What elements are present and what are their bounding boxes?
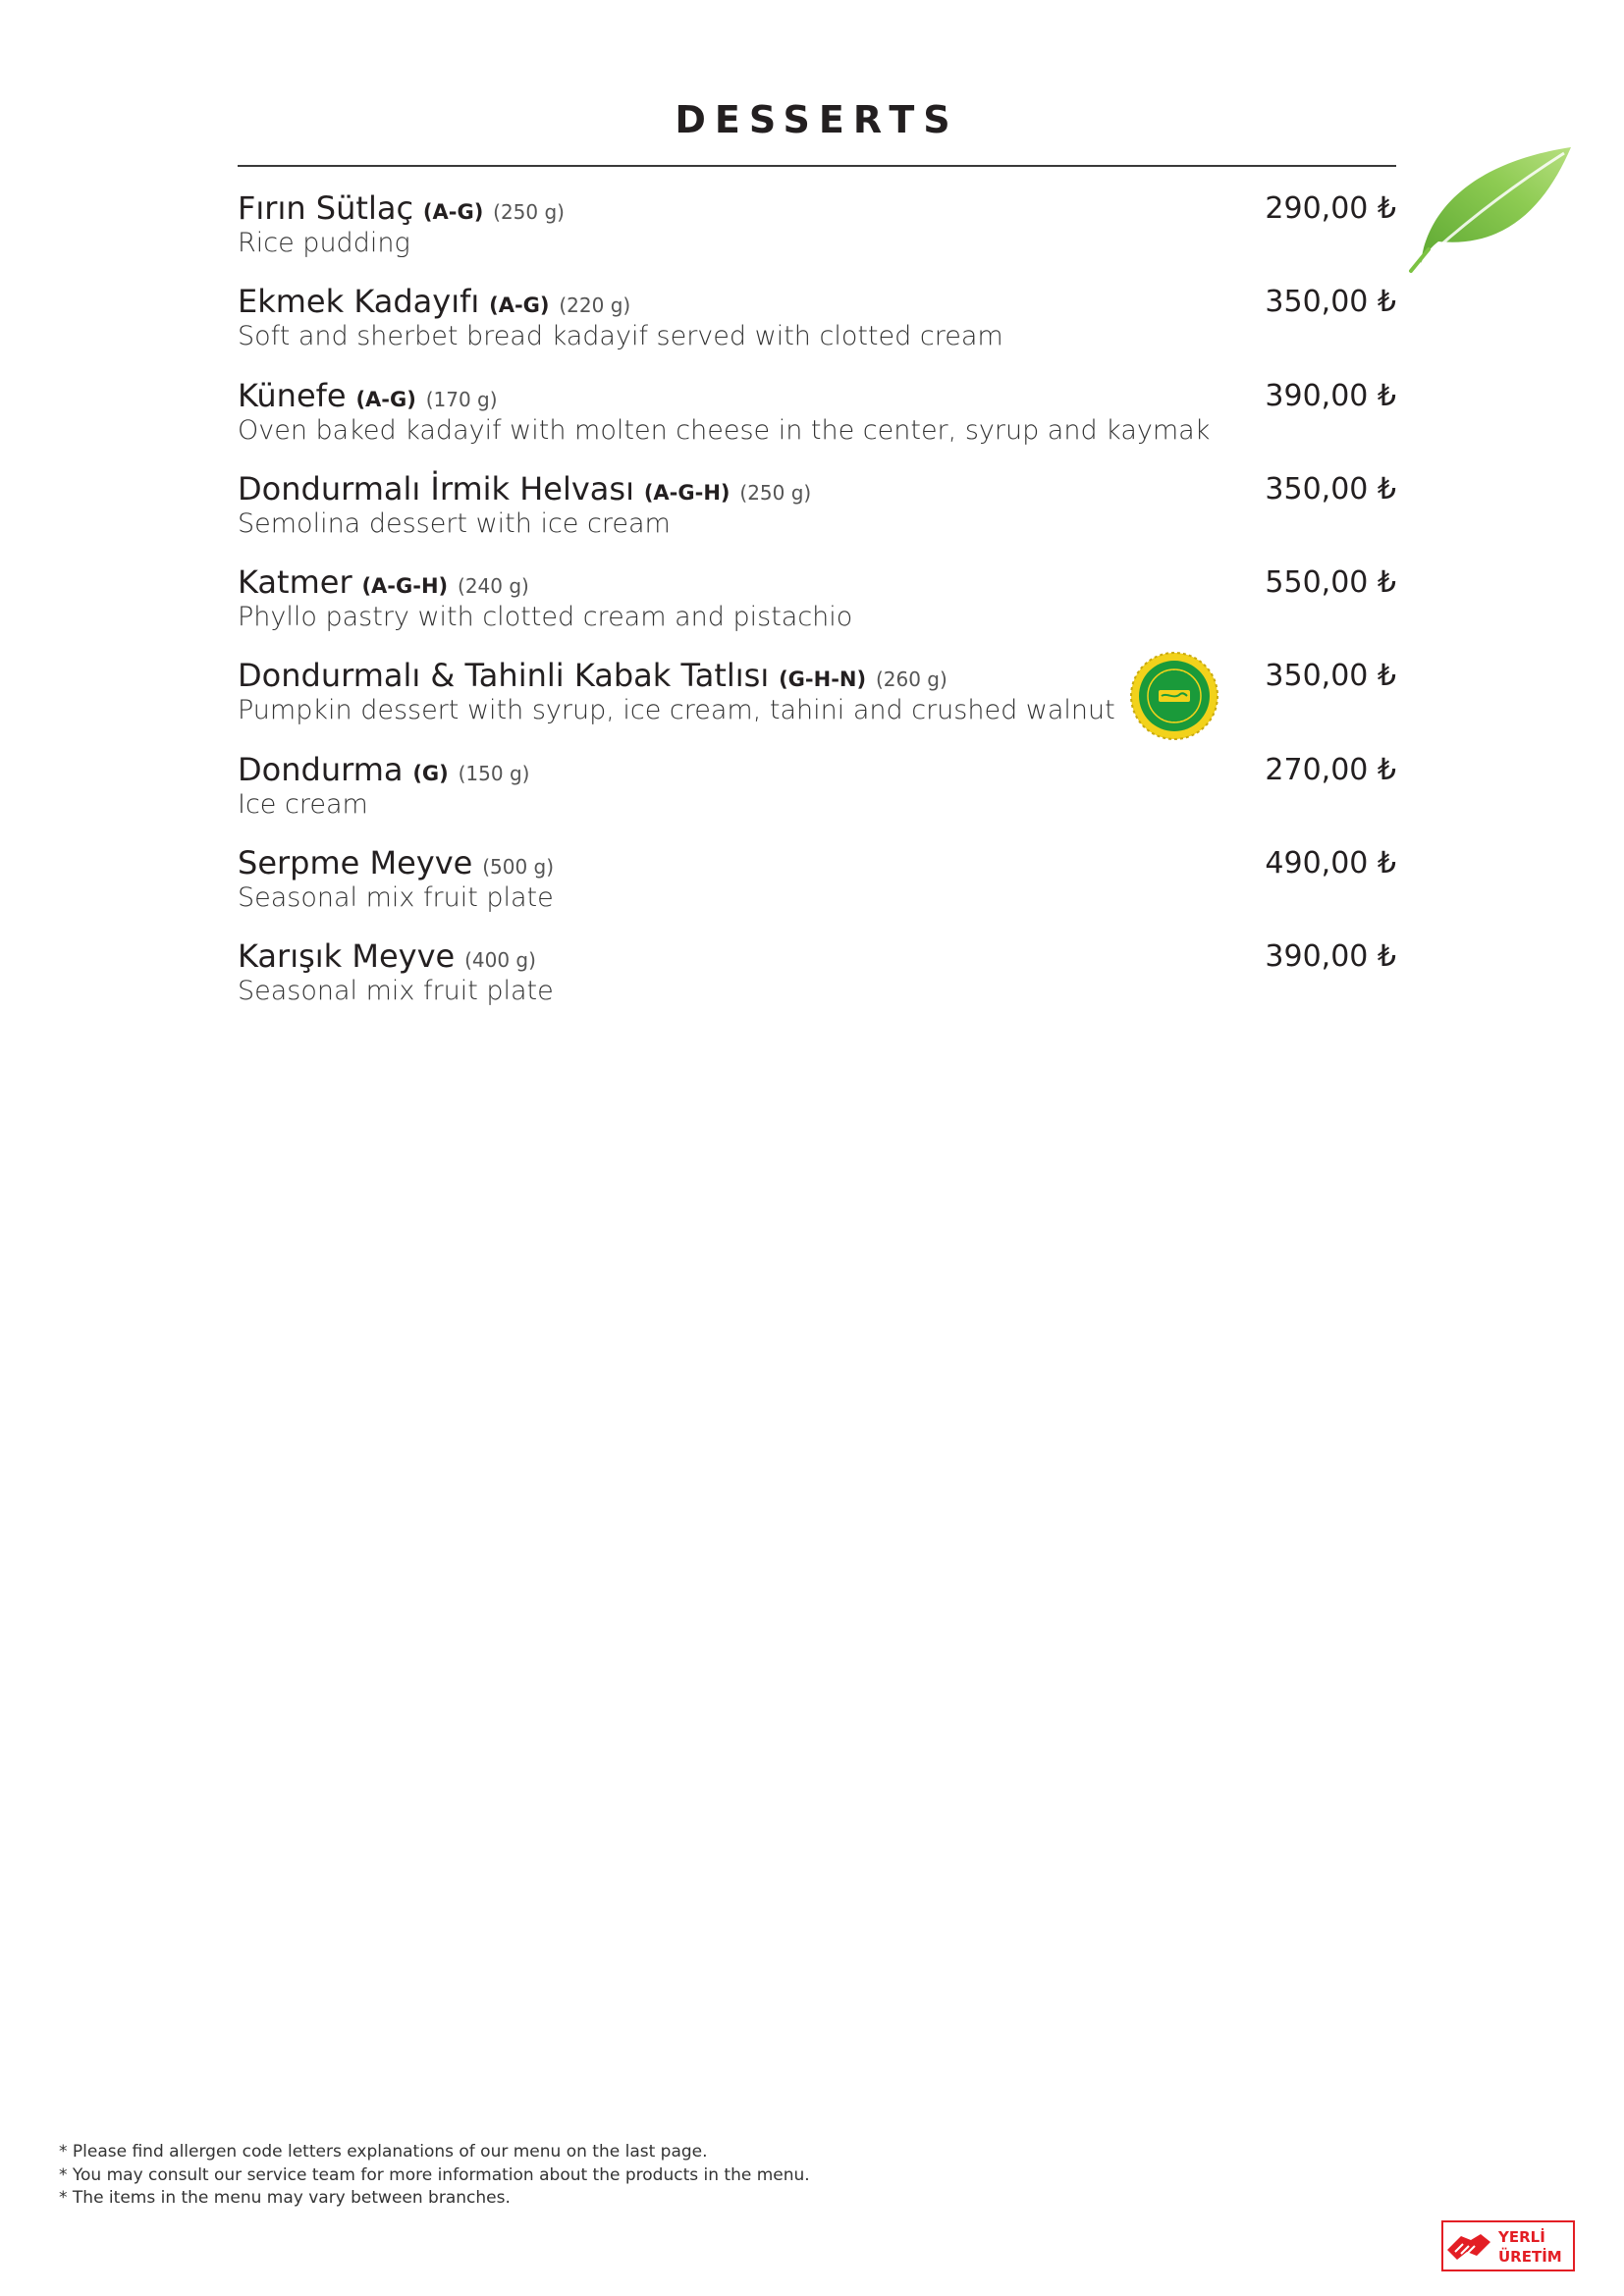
item-price: 390,00 ₺ (1265, 378, 1396, 413)
item-allergens: (G-H-N) (779, 667, 867, 692)
item-allergens: (G) (412, 761, 449, 785)
menu-item (238, 843, 1396, 936)
item-name: Ekmek Kadayıfı (238, 283, 480, 321)
yerli-uretim-badge-icon (1441, 2220, 1575, 2271)
item-allergens: (A-G-H) (643, 480, 731, 505)
item-weight: (150 g) (458, 761, 530, 785)
item-description: Semolina dessert with ice cream (238, 507, 671, 539)
item-description: Soft and sherbet bread kadayif served with clotted cream (238, 321, 1003, 352)
item-price: 390,00 ₺ (1265, 939, 1396, 975)
menu-item (238, 282, 1396, 375)
footnote: * You may consult our service team for more information about the products in the menu. (59, 2164, 810, 2185)
leaf-icon (1399, 145, 1571, 273)
item-weight: (240 g) (458, 574, 529, 599)
dessert-menu (238, 188, 1396, 1031)
item-weight: (500 g) (482, 855, 555, 880)
item-allergens: (A-G) (355, 387, 416, 411)
item-allergens: (A-G-H) (361, 574, 449, 599)
item-description: Oven baked kadayif with molten cheese in the center, syrup and kaymak (238, 414, 1211, 446)
item-description: Seasonal mix fruit plate (238, 882, 554, 914)
footnotes (59, 2141, 810, 2211)
item-description: Phyllo pastry with clotted cream and pistachio (238, 602, 853, 633)
page-title: DESSERTS (675, 98, 959, 141)
item-price: 490,00 ₺ (1265, 846, 1396, 881)
item-name: Karışık Meyve (238, 937, 456, 976)
item-price: 550,00 ₺ (1265, 565, 1396, 601)
item-weight: (250 g) (739, 480, 812, 505)
item-description: Rice pudding (238, 228, 410, 258)
item-name: Dondurmalı & Tahinli Kabak Tatlısı (238, 657, 770, 695)
item-price: 350,00 ₺ (1265, 471, 1396, 507)
item-price: 350,00 ₺ (1265, 659, 1396, 694)
footnote: * The items in the menu may vary between branches. (59, 2188, 511, 2208)
menu-item (238, 656, 1396, 749)
geographical-indication-seal-icon (1129, 651, 1219, 741)
menu-item (238, 188, 1396, 282)
item-allergens: (A-G) (422, 200, 484, 224)
item-name: Dondurma (238, 750, 404, 788)
item-price: 270,00 ₺ (1265, 752, 1396, 787)
item-description: Seasonal mix fruit plate (238, 976, 554, 1007)
item-weight: (220 g) (559, 294, 631, 318)
item-name: Künefe (238, 376, 347, 414)
menu-item (238, 936, 1396, 1030)
item-weight: (250 g) (493, 200, 565, 224)
item-name: Katmer (238, 563, 352, 602)
svg-text:ÜRETİM: ÜRETİM (1498, 2248, 1562, 2266)
item-name: Serpme Meyve (238, 844, 473, 882)
item-price: 290,00 ₺ (1265, 191, 1396, 226)
item-price: 350,00 ₺ (1265, 285, 1396, 320)
item-weight: (400 g) (464, 948, 536, 973)
menu-item (238, 469, 1396, 562)
item-description: Pumpkin dessert with syrup, ice cream, tahini and crushed walnut (238, 695, 1115, 726)
item-name: Dondurmalı İrmik Helvası (238, 469, 634, 507)
item-allergens: (A-G) (489, 294, 550, 318)
item-name: Fırın Sütlaç (238, 189, 414, 227)
menu-item (238, 750, 1396, 843)
menu-item (238, 562, 1396, 656)
title-divider (238, 165, 1396, 167)
menu-item (238, 376, 1396, 469)
item-weight: (170 g) (425, 387, 498, 411)
item-weight: (260 g) (875, 667, 947, 692)
item-description: Ice cream (238, 788, 368, 820)
footnote: * Please find allergen code letters explanations of our menu on the last page. (59, 2142, 708, 2162)
svg-text:YERLİ: YERLİ (1498, 2228, 1545, 2246)
